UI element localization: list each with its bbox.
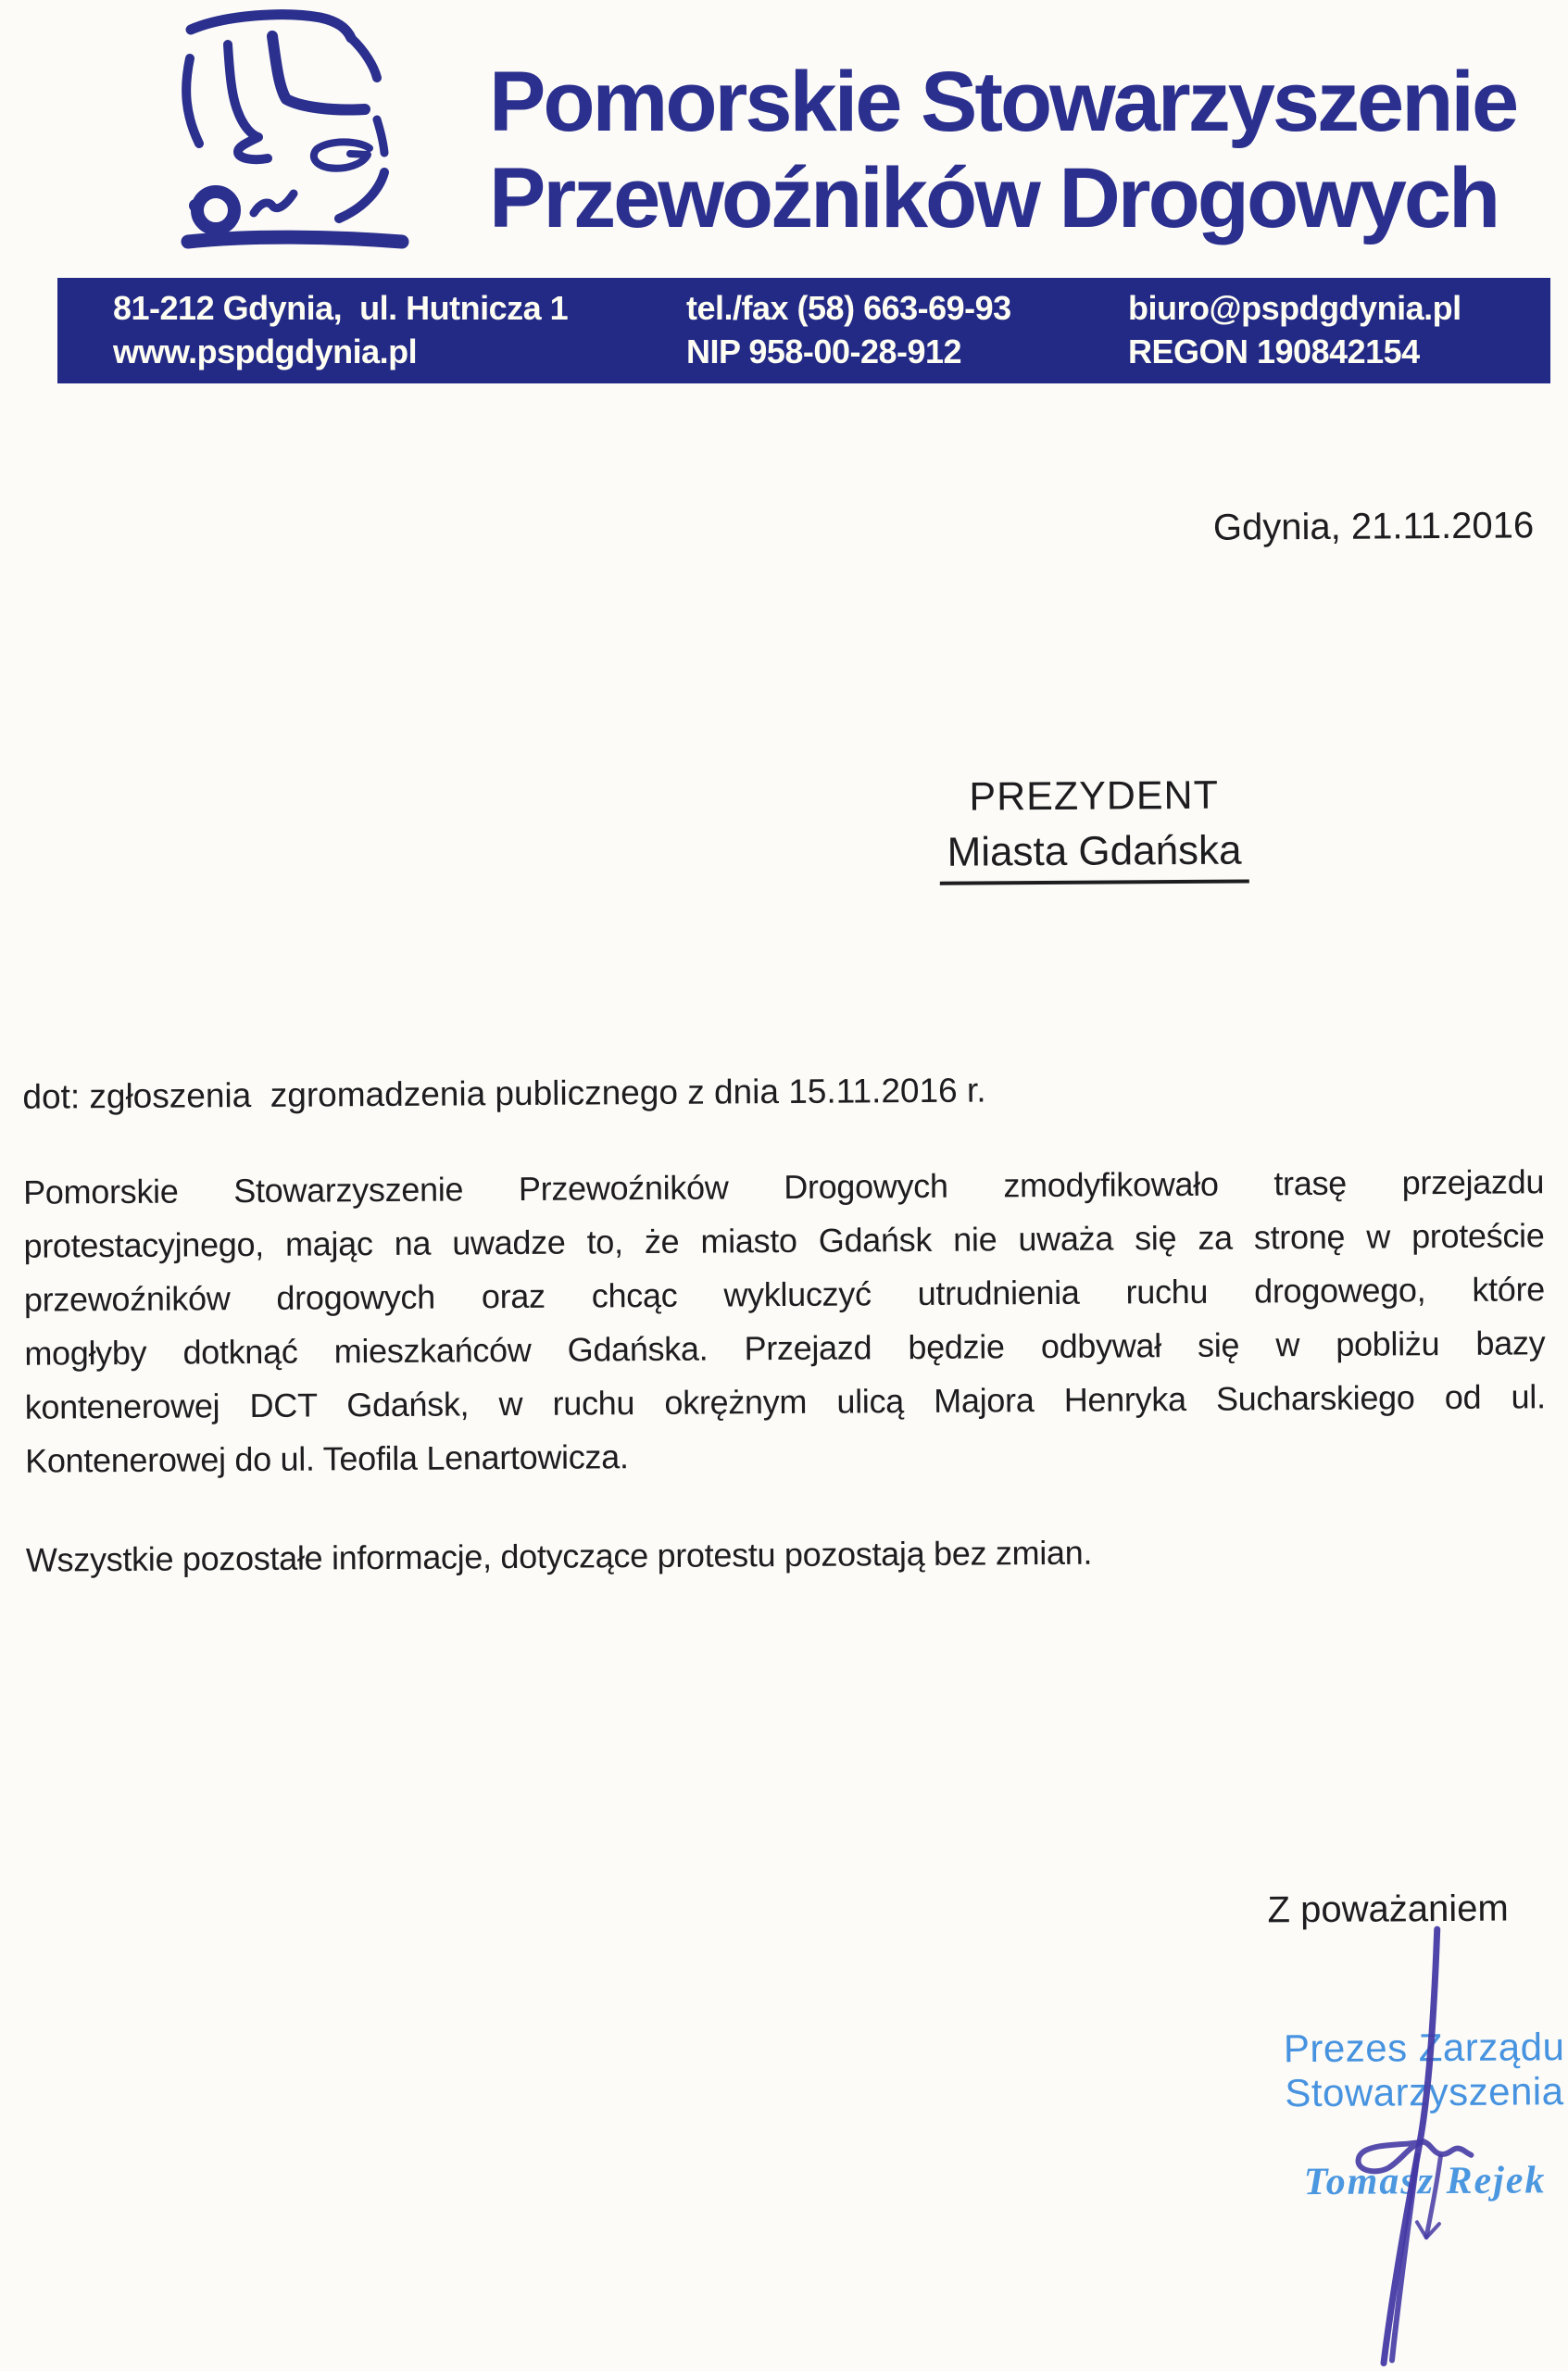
stamp-name: Tomasz Rejek [1303, 2159, 1547, 2204]
stamp-role-line1: Prezes Zarządu [1283, 2025, 1565, 2071]
body-line: przewoźników drogowych oraz chcąc wykluczyć utrudnienia ruchu drogowego, które [23, 1270, 1546, 1319]
body-paragraph-1 [23, 1155, 1546, 1487]
body-line: mogłyby dotknąć mieszkańców Gdańska. Przejazd będzie odbywał się w pobliżu bazy [24, 1323, 1546, 1373]
closing-salutation: Z poważaniem [1267, 1888, 1509, 1931]
stamp-role-line2: Stowarzyszenia [1285, 2069, 1564, 2115]
subject-line: dot: zgłoszenia zgromadzenia publicznego z dnia 15.11.2016 r. [22, 1071, 986, 1116]
banner-telfax: tel./fax (58) 663-69-93 [686, 289, 1011, 327]
date-line: Gdynia, 21.11.2016 [1212, 505, 1535, 548]
banner-website: www.pspdgdynia.pl [113, 332, 418, 370]
role-stamp [1229, 2025, 1568, 2205]
addressee-block [867, 772, 1322, 885]
banner-address: 81-212 Gdynia, ul. Hutnicza 1 [113, 289, 569, 327]
body-line: Pomorskie Stowarzyszenie Przewoźników Drogowych zmodyfikowało trasę przejazdu [22, 1162, 1545, 1211]
org-name-line1: Pomorskie Stowarzyszenie [489, 55, 1517, 149]
body-line: kontenerowej DCT Gdańsk, w ruchu okrężnym ulicą Majora Henryka Sucharskiego od ul. [24, 1377, 1546, 1426]
banner-regon: REGON 190842154 [1128, 332, 1420, 370]
addressee-city: Miasta Gdańska [939, 827, 1248, 884]
body-paragraph-2: Wszystkie pozostałe informacje, dotyczące protestu pozostają bez zmian. [25, 1533, 1093, 1579]
banner-email: biuro@pspdgdynia.pl [1128, 289, 1461, 327]
body-line: Kontenerowej do ul. Teofila Lenartowicza. [25, 1437, 629, 1480]
banner-nip: NIP 958-00-28-912 [686, 332, 962, 370]
body-line: protestacyjnego, mając na uwadze to, że miasto Gdańsk nie uważa się za stronę w proteście [23, 1216, 1545, 1265]
org-name-line2: Przewoźników Drogowych [489, 151, 1499, 245]
addressee-title: PREZYDENT [969, 772, 1220, 820]
